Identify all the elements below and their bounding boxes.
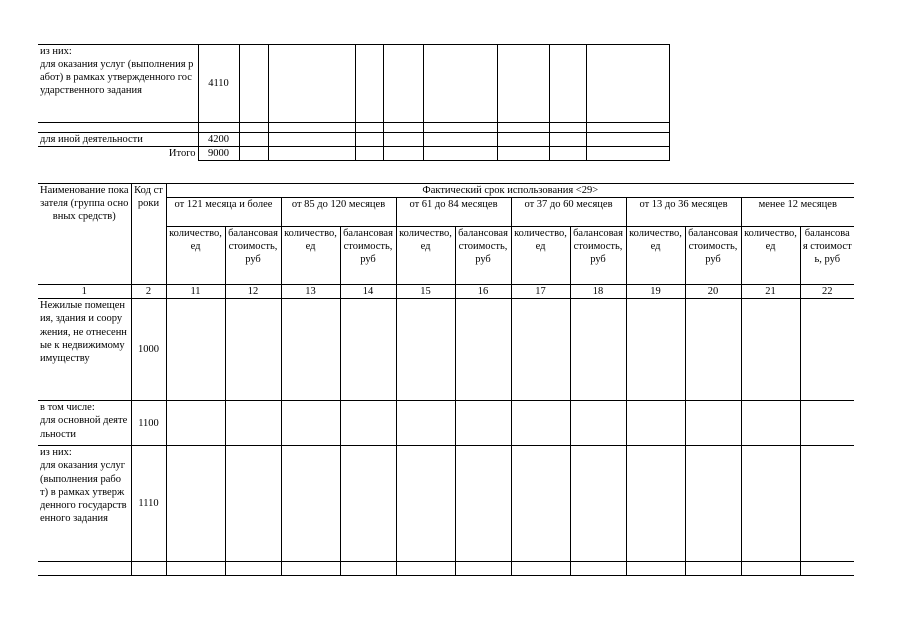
header-quantity: количество, ед: [741, 227, 800, 285]
row-label: Нежилые помещения, здания и сооружения, не отнесенные к недвижимому имуществу: [38, 299, 131, 401]
table-cell: [396, 401, 455, 446]
table-cell: [166, 562, 225, 576]
table-cell: [511, 562, 570, 576]
table-cell: [340, 562, 396, 576]
column-number: 17: [511, 285, 570, 299]
row-label: [38, 123, 198, 133]
table-cell: [239, 147, 268, 161]
continuation-table: [38, 44, 670, 161]
table-cell: [626, 299, 685, 401]
table-cell: [497, 147, 549, 161]
table-cell: [497, 45, 549, 123]
table-row: [38, 45, 669, 123]
column-number: 13: [281, 285, 340, 299]
table-cell: [383, 133, 423, 147]
table-cell: [511, 299, 570, 401]
row-code: 4200: [198, 133, 239, 147]
table-row: [38, 299, 854, 401]
table-cell: [423, 45, 497, 123]
table-cell: [800, 299, 854, 401]
table-cell: [239, 123, 268, 133]
table-cell: [225, 401, 281, 446]
header-code: Код строки: [131, 184, 166, 285]
table-row: [38, 123, 669, 133]
table-cell: [383, 45, 423, 123]
table-cell: [586, 147, 669, 161]
usage-period-table: [38, 183, 854, 576]
row-label: из них: для оказания услуг (выполнения работ) в рамках утвержденного государственного задания: [38, 446, 131, 562]
table-cell: [355, 133, 383, 147]
table-cell: [166, 401, 225, 446]
row-code: [131, 562, 166, 576]
row-code: 9000: [198, 147, 239, 161]
table-cell: [383, 147, 423, 161]
table-cell: [340, 401, 396, 446]
table-cell: [455, 562, 511, 576]
header-quantity: количество, ед: [166, 227, 225, 285]
row-code: [198, 123, 239, 133]
column-number: 22: [800, 285, 854, 299]
table-cell: [239, 133, 268, 147]
table-cell: [570, 446, 626, 562]
header-value: балансовая стоимость, руб: [225, 227, 281, 285]
header-period: от 61 до 84 месяцев: [396, 198, 511, 227]
column-number: 19: [626, 285, 685, 299]
table-cell: [166, 299, 225, 401]
table-cell: [570, 562, 626, 576]
column-number: 14: [340, 285, 396, 299]
table-cell: [455, 299, 511, 401]
table-cell: [626, 446, 685, 562]
table-cell: [281, 299, 340, 401]
column-number-row: [38, 285, 854, 299]
table-cell: [626, 401, 685, 446]
column-number: 12: [225, 285, 281, 299]
table-cell: [497, 123, 549, 133]
header-row: [38, 184, 854, 198]
table-cell: [340, 299, 396, 401]
table-cell: [281, 401, 340, 446]
total-label: Итого: [38, 147, 198, 161]
table-cell: [549, 133, 586, 147]
table-cell: [225, 299, 281, 401]
table-cell: [800, 401, 854, 446]
column-number: 18: [570, 285, 626, 299]
table-cell: [396, 562, 455, 576]
table-cell: [383, 123, 423, 133]
header-period: от 37 до 60 месяцев: [511, 198, 626, 227]
table-cell: [685, 299, 741, 401]
table-cell: [281, 446, 340, 562]
column-number: 16: [455, 285, 511, 299]
row-label: в том числе: для основной деятельности: [38, 401, 131, 446]
row-code: 1110: [131, 446, 166, 562]
table-cell: [685, 562, 741, 576]
table-cell: [570, 401, 626, 446]
row-code: 1000: [131, 299, 166, 401]
table-cell: [396, 299, 455, 401]
header-value: балансовая стоимость, руб: [340, 227, 396, 285]
table-cell: [239, 45, 268, 123]
row-code: 4110: [198, 45, 239, 123]
table-row: [38, 147, 669, 161]
header-group: Фактический срок использования <29>: [166, 184, 854, 198]
table-cell: [549, 123, 586, 133]
table-cell: [355, 123, 383, 133]
table-cell: [741, 299, 800, 401]
row-label: [38, 562, 131, 576]
header-name: Наименование показателя (группа основных средств): [38, 184, 131, 285]
table-cell: [511, 401, 570, 446]
header-value: балансовая стоимость, руб: [455, 227, 511, 285]
table-cell: [741, 562, 800, 576]
table-cell: [685, 446, 741, 562]
header-quantity: количество, ед: [511, 227, 570, 285]
header-quantity: количество, ед: [396, 227, 455, 285]
column-number: 2: [131, 285, 166, 299]
table-cell: [355, 147, 383, 161]
table-cell: [455, 401, 511, 446]
header-value: балансовая стоимость, руб: [685, 227, 741, 285]
header-value: балансовая стоимость, руб: [800, 227, 854, 285]
table-cell: [340, 446, 396, 562]
table-cell: [423, 133, 497, 147]
table-cell: [800, 562, 854, 576]
header-period: от 13 до 36 месяцев: [626, 198, 741, 227]
header-period: менее 12 месяцев: [741, 198, 854, 227]
table-cell: [626, 562, 685, 576]
table-cell: [586, 133, 669, 147]
table-row: [38, 133, 669, 147]
table-cell: [497, 133, 549, 147]
header-quantity: количество, ед: [626, 227, 685, 285]
table-cell: [268, 133, 355, 147]
table-cell: [396, 446, 455, 562]
column-number: 1: [38, 285, 131, 299]
table-cell: [570, 299, 626, 401]
column-number: 15: [396, 285, 455, 299]
table-cell: [225, 446, 281, 562]
table-cell: [455, 446, 511, 562]
table-row: [38, 446, 854, 562]
table-cell: [800, 446, 854, 562]
column-number: 11: [166, 285, 225, 299]
column-number: 21: [741, 285, 800, 299]
header-period: от 121 месяца и более: [166, 198, 281, 227]
table-row: [38, 401, 854, 446]
table-cell: [166, 446, 225, 562]
table-cell: [423, 147, 497, 161]
table-cell: [741, 446, 800, 562]
table-cell: [685, 401, 741, 446]
row-label: для иной деятельности: [38, 133, 198, 147]
row-code: 1100: [131, 401, 166, 446]
table-row: [38, 562, 854, 576]
table-cell: [586, 123, 669, 133]
table-cell: [586, 45, 669, 123]
table-cell: [741, 401, 800, 446]
row-label: из них: для оказания услуг (выполнения работ) в рамках утвержденного государственного задания: [38, 45, 198, 123]
table-cell: [549, 147, 586, 161]
header-quantity: количество, ед: [281, 227, 340, 285]
header-value: балансовая стоимость, руб: [570, 227, 626, 285]
column-number: 20: [685, 285, 741, 299]
table-cell: [511, 446, 570, 562]
table-cell: [268, 45, 355, 123]
table-cell: [355, 45, 383, 123]
header-period: от 85 до 120 месяцев: [281, 198, 396, 227]
table-cell: [281, 562, 340, 576]
table-cell: [268, 123, 355, 133]
table-cell: [549, 45, 586, 123]
table-cell: [268, 147, 355, 161]
table-cell: [423, 123, 497, 133]
table-cell: [225, 562, 281, 576]
